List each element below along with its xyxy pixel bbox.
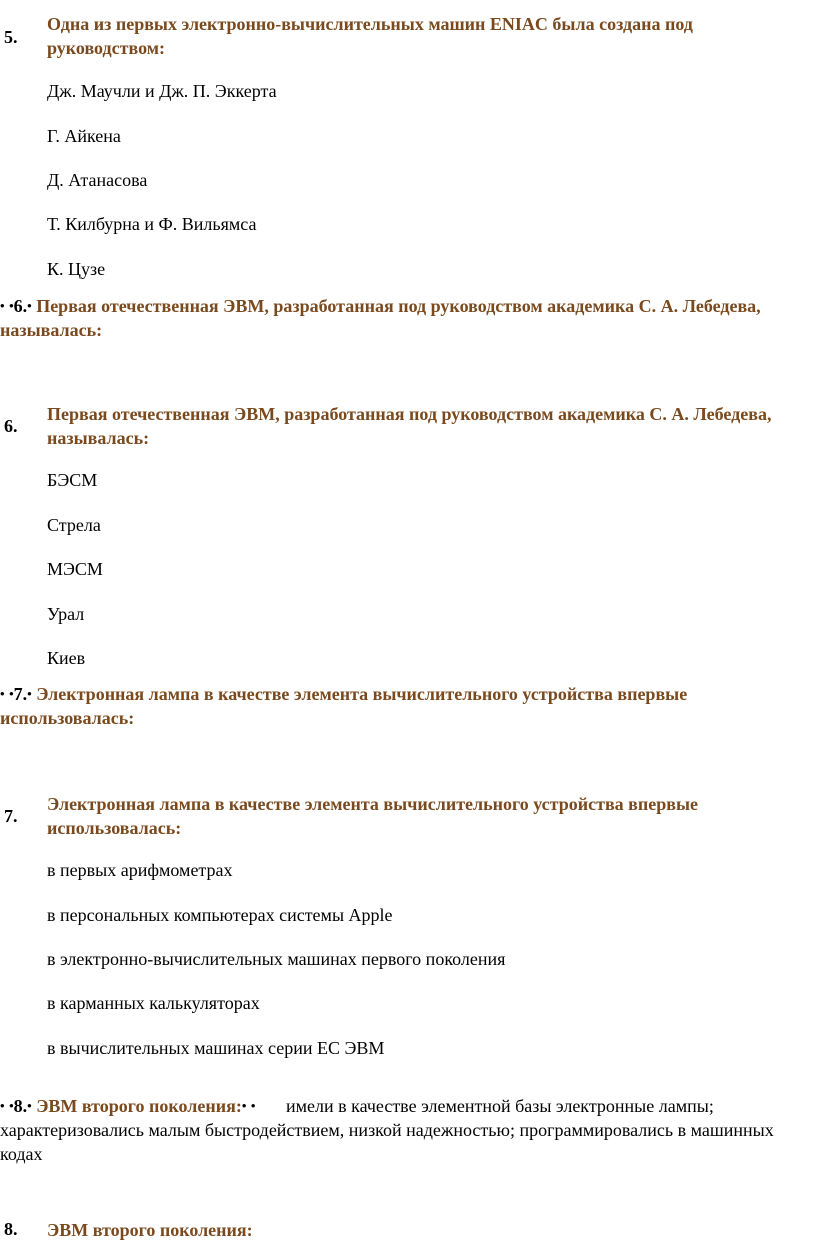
question-5-title: Одна из первых электронно-вычислительных машин ENIAC была создана под руководством: [47, 14, 693, 58]
q6-option-5: Киев [47, 648, 86, 668]
question-8-title: ЭВМ второго поколения: [47, 1220, 253, 1240]
bullet-icon: • [9, 686, 14, 701]
bullet-question-8 [0, 1094, 812, 1166]
q6-option-2: Стрела [47, 515, 101, 535]
question-5-number: 5. [4, 27, 18, 47]
q6-option-1: БЭСМ [47, 470, 98, 490]
bullet-icon: • [9, 298, 14, 313]
question-6-title: Первая отечественная ЭВМ, разработанная под руководством академика С. А. Лебедева, называлась: [47, 404, 772, 448]
bullet-question-6 [0, 294, 812, 342]
bullet-text: ЭВМ второго поколения: [36, 1096, 242, 1116]
bullet-number: 8. [13, 1096, 28, 1116]
question-6-number: 6. [4, 416, 18, 436]
bullet-text: Первая отечественная ЭВМ, разработанная под руководством академика С. А. Лебедева, называлась: [0, 296, 761, 340]
question-7-title: Электронная лампа в качестве элемента вычислительного устройства впервые использовалась: [47, 794, 699, 838]
q7-option-1: в первых арифмометрах [47, 860, 233, 880]
q7-option-2: в персональных компьютерах системы Apple [47, 905, 393, 925]
question-8-number: 8. [4, 1219, 18, 1239]
bullet-icon: • [27, 1098, 32, 1113]
q7-option-5: в вычислительных машинах серии ЕС ЭВМ [47, 1038, 385, 1058]
bullet-answer: имели в качестве элементной базы электронные лампы; характеризовались малым быстродействием, низкой надежностью; программировались в машинных кодах [0, 1096, 774, 1164]
q7-option-3: в электронно-вычислительных машинах первого поколения [47, 949, 506, 969]
bullet-icon: • [27, 686, 32, 701]
q5-option-2: Г. Айкена [47, 126, 121, 146]
q6-option-4: Урал [47, 604, 85, 624]
bullet-number: 6. [13, 296, 28, 316]
bullet-question-7 [0, 682, 812, 730]
bullet-icon: • [0, 1098, 5, 1113]
bullet-icon: • [0, 298, 5, 313]
q7-option-4: в карманных калькуляторах [47, 993, 260, 1013]
q5-option-1: Дж. Маучли и Дж. П. Эккерта [47, 81, 277, 101]
question-7-number: 7. [4, 806, 18, 826]
bullet-icon: • [250, 1098, 256, 1113]
bullet-icon: • [0, 686, 5, 701]
q5-option-4: Т. Килбурна и Ф. Вильямса [47, 214, 257, 234]
q5-option-3: Д. Атанасова [47, 170, 148, 190]
bullet-text: Электронная лампа в качестве элемента вычислительного устройства впервые использовалась: [0, 684, 688, 728]
bullet-icon: • [241, 1098, 247, 1113]
bullet-icon: • [9, 1098, 14, 1113]
q5-option-5: К. Цузе [47, 259, 106, 279]
bullet-number: 7. [13, 684, 28, 704]
bullet-icon: • [27, 298, 32, 313]
q6-option-3: МЭСМ [47, 559, 103, 579]
